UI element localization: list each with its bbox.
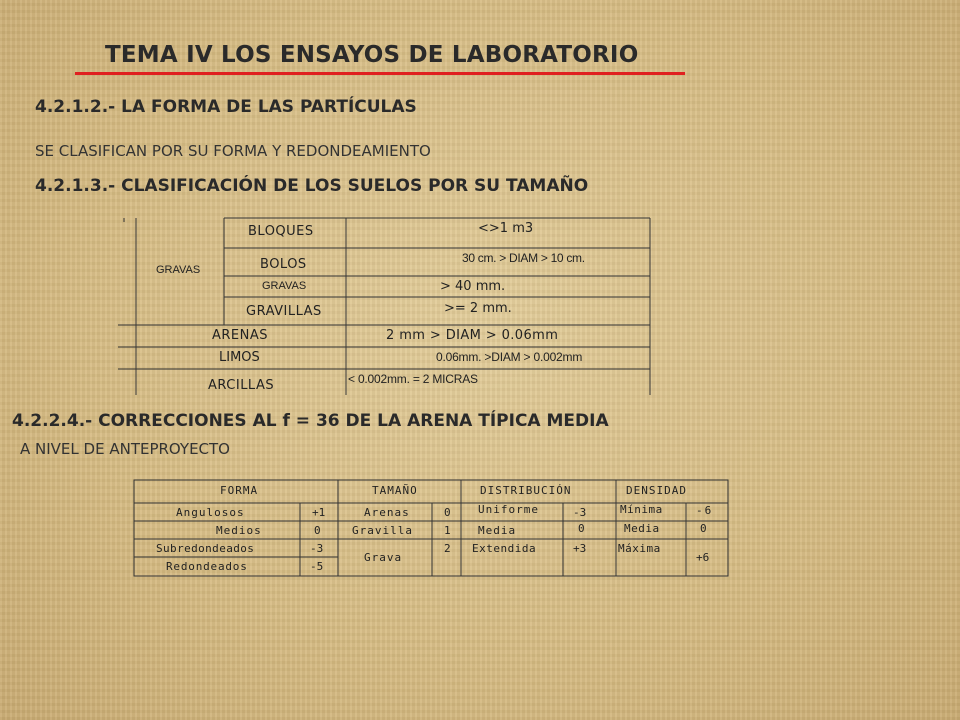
- densidad-value: +6: [696, 551, 710, 564]
- section-heading-soil-size: 4.2.1.3.- CLASIFICACIÓN DE LOS SUELOS POR SU TAMAÑO: [35, 176, 589, 196]
- row-value-gravas: > 40 mm.: [440, 279, 506, 294]
- distribucion-value: +3: [573, 542, 587, 555]
- row-name-gravas: GRAVAS: [262, 280, 307, 292]
- row-value-arcillas: < 0.002mm. = 2 MICRAS: [348, 372, 478, 386]
- tamano-label: Grava: [364, 551, 403, 564]
- forma-value: 0: [314, 524, 321, 537]
- header-forma: FORMA: [220, 484, 259, 497]
- densidad-value: 0: [700, 522, 707, 535]
- densidad-label: Mínima: [620, 503, 663, 516]
- group-label-gravas: GRAVAS: [156, 264, 201, 276]
- tamano-label: Gravilla: [352, 524, 413, 537]
- header-densidad: DENSIDAD: [626, 484, 687, 497]
- densidad-value: -6: [696, 504, 714, 517]
- row-name-arcillas: ARCILLAS: [208, 378, 275, 393]
- distribucion-label: Extendida: [472, 542, 537, 555]
- forma-label: Medios: [216, 524, 262, 537]
- row-value-bloques: <>1 m3: [478, 221, 534, 236]
- forma-value: -5: [310, 560, 324, 573]
- distribucion-label: Media: [478, 524, 517, 537]
- row-name-bloques: BLOQUES: [248, 224, 314, 239]
- forma-label: Redondeados: [166, 560, 248, 573]
- tamano-value: 0: [444, 506, 451, 519]
- row-name-gravillas: GRAVILLAS: [246, 304, 322, 319]
- forma-label: Subredondeados: [156, 542, 255, 555]
- row-name-bolos: BOLOS: [260, 257, 307, 272]
- tamano-label: Arenas: [364, 506, 410, 519]
- header-tamano: TAMAÑO: [372, 484, 418, 497]
- row-value-limos: 0.06mm. >DIAM > 0.002mm: [436, 350, 583, 364]
- distribucion-label: Uniforme: [478, 503, 539, 516]
- row-name-limos: LIMOS: [219, 350, 260, 365]
- densidad-label: Máxima: [618, 542, 661, 555]
- header-distribucion: DISTRIBUCIÓN: [480, 484, 572, 497]
- tamano-value: 1: [444, 524, 451, 537]
- forma-label: Angulosos: [176, 506, 245, 519]
- forma-value: +1: [312, 506, 326, 519]
- section-heading-particle-shape: 4.2.1.2.- LA FORMA DE LAS PARTÍCULAS: [35, 97, 417, 117]
- row-name-arenas: ARENAS: [212, 328, 269, 343]
- row-value-bolos: 30 cm. > DIAM > 10 cm.: [462, 251, 585, 265]
- densidad-label: Media: [624, 522, 660, 535]
- forma-value: -3: [310, 542, 324, 555]
- section-text-classification: SE CLASIFICAN POR SU FORMA Y REDONDEAMIENTO: [35, 142, 431, 160]
- section-subheading-anteproyecto: A NIVEL DE ANTEPROYECTO: [20, 440, 230, 458]
- distribucion-value: -3: [573, 506, 587, 519]
- distribucion-value: 0: [578, 522, 585, 535]
- page-title: TEMA IV LOS ENSAYOS DE LABORATORIO: [105, 42, 639, 68]
- row-value-gravillas: >= 2 mm.: [444, 301, 512, 316]
- section-heading-corrections: 4.2.2.4.- CORRECCIONES AL f = 36 DE LA ARENA TÍPICA MEDIA: [12, 411, 609, 431]
- tamano-value: 2: [444, 542, 451, 555]
- row-value-arenas: 2 mm > DIAM > 0.06mm: [386, 328, 559, 343]
